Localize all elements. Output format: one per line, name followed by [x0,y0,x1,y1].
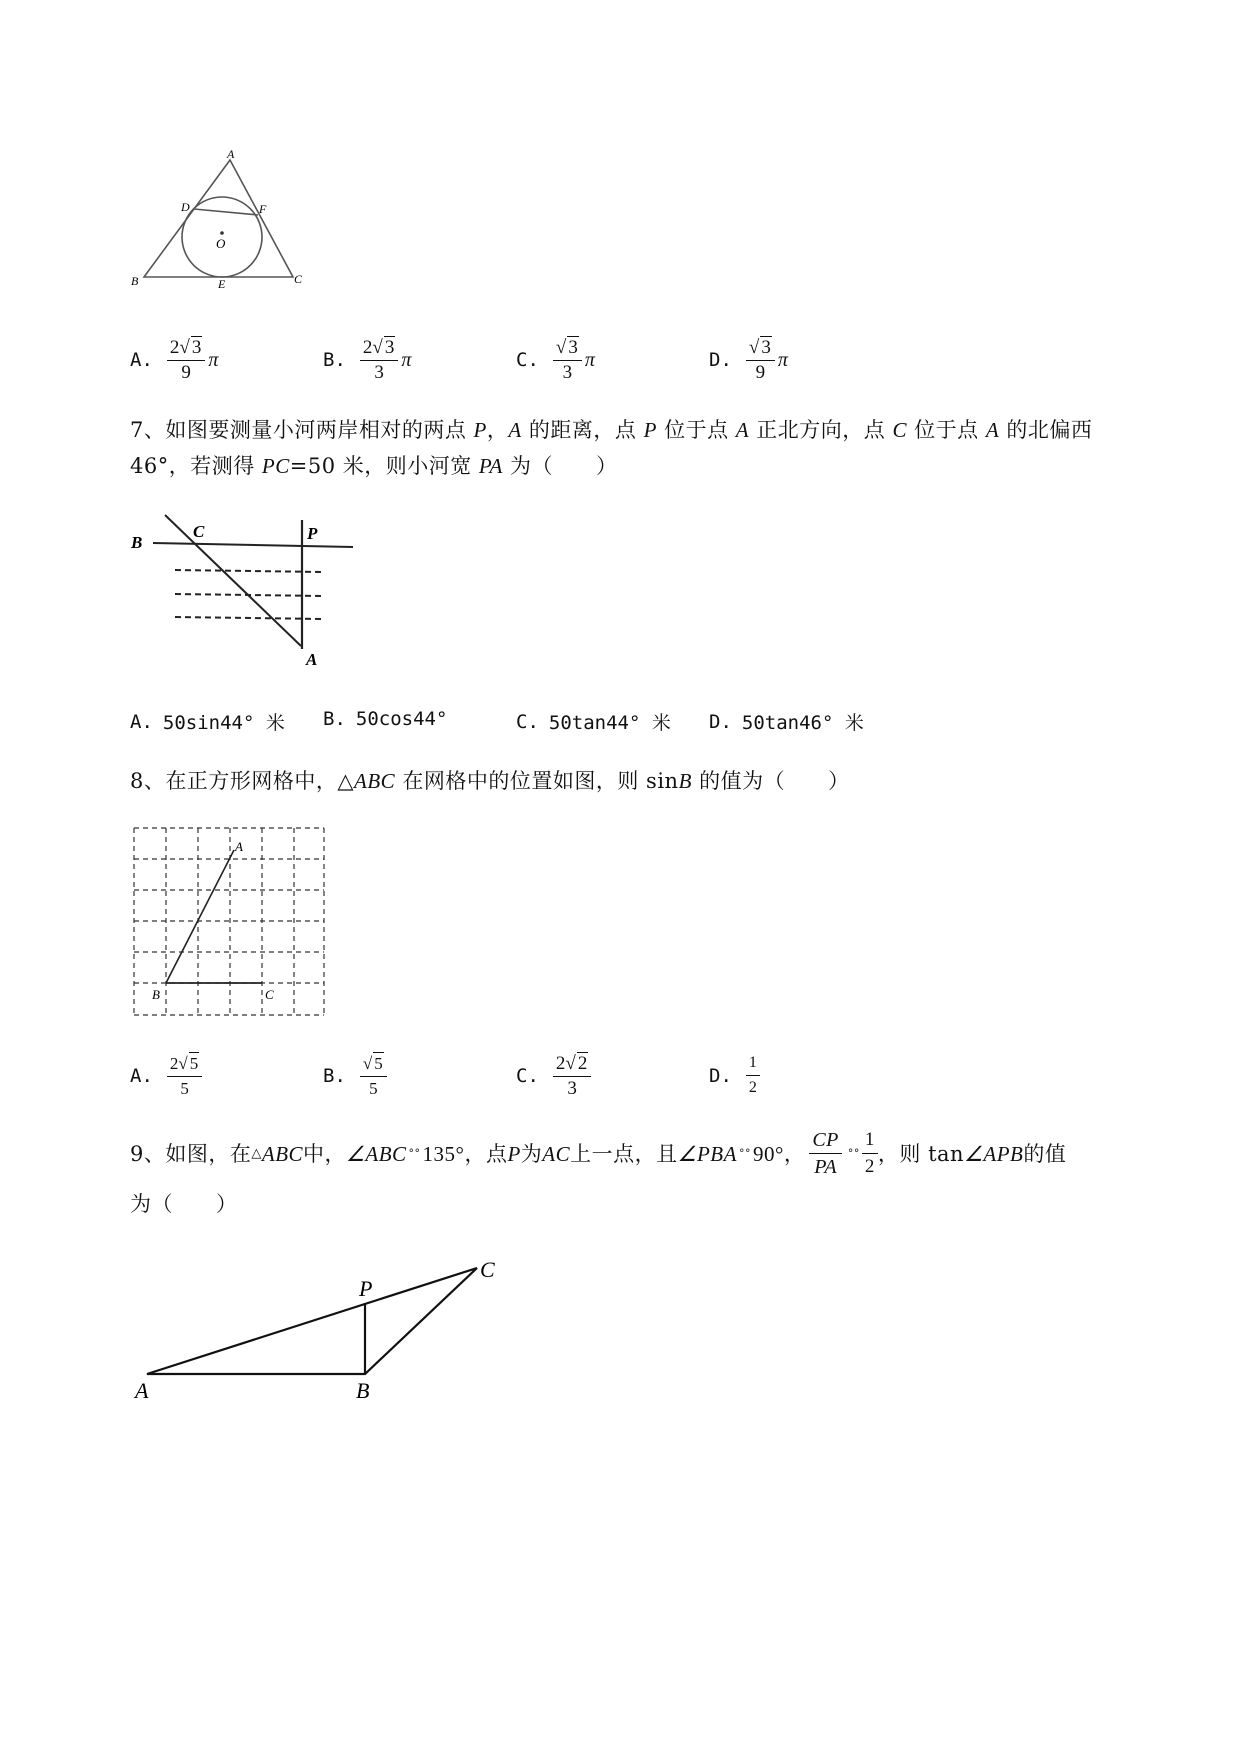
q9-figure [125,1250,515,1410]
q8-side-ab [166,850,234,983]
q7-label-c: C [193,522,205,541]
q7-question-line2: 46°，若测得 PC=50 米，则小河宽 PA 为（ ） [130,454,618,478]
option-label: A. [130,710,153,733]
q6-label-f: F [259,202,267,216]
q8-label-b: B [152,987,160,1002]
q7-label-a: A [306,650,318,669]
fraction: $\frac{√ 3}{3}$ [553,336,582,384]
pi-symbol: π [584,348,595,371]
option-label: C. [516,349,539,371]
option-text: 50cos44° [355,708,448,730]
option-label: D. [709,349,732,371]
q9-label-c: C [480,1257,495,1282]
q6-option-b[interactable] [323,336,411,384]
fraction: $\frac{2√ 5}{5}$ [167,1052,202,1100]
q9-label-b: B [356,1378,370,1403]
fraction: $\frac{2√ 3}{3}$ [360,336,398,384]
option-label: D. [709,710,732,733]
q6-label-o: O [216,236,226,251]
option-label: B. [323,349,346,371]
q6-center-dot [220,231,224,235]
fraction: $\frac{√ 3}{9}$ [746,336,775,384]
q6-label-c: C [294,272,303,286]
option-label: B. [323,708,346,730]
q6-label-d: D [181,200,190,214]
q7-line-ca [165,515,301,646]
q6-label-e: E [218,277,226,291]
q6-chord-df [194,209,258,215]
q9-question-line1: 9、如图，在 △ ABC 中， ∠ABC °° 135° ，点 P 为 AC 上一点，且 ∠PBA °° 90° ， $\frac{CP}{PA}$ °° $\frac{1}{2}$ ，则 tan ∠APB 的值 [130,1129,1067,1178]
option-text: 50tan46° 米 [741,712,864,734]
q7-figure [125,505,365,675]
q6-label-b: B [131,274,139,288]
q8-option-a[interactable] [130,1052,202,1100]
q9-label-p: P [359,1276,373,1301]
q8-label-c: C [265,987,274,1002]
q9-label-a: A [135,1378,149,1403]
option-label: C. [516,710,539,733]
option-text: 50tan44° 米 [548,712,671,734]
ratio-cp-pa: $\frac{CP}{PA}$ [809,1128,842,1179]
q8-grid [134,828,324,1015]
option-text: 50sin44° 米 [162,712,285,734]
q7-option-d[interactable] [709,708,864,735]
option-label: C. [516,1065,539,1087]
pi-symbol: π [401,348,412,371]
q8-option-d[interactable] [709,1052,760,1099]
fraction: $\frac{2√ 2}{3}$ [553,1052,591,1100]
q6-figure [120,140,320,305]
option-label: D. [709,1064,732,1087]
q8-option-c[interactable] [516,1052,591,1100]
option-label: B. [323,1065,346,1087]
q7-option-c[interactable] [516,708,671,735]
q6-label-a: A [227,147,235,161]
q8-option-b[interactable] [323,1052,387,1100]
fraction: $\frac{1}{2}$ [746,1052,760,1099]
q9-triangle [147,1268,477,1374]
pi-symbol: π [777,348,788,371]
fraction: $\frac{√ 5}{5}$ [360,1052,387,1100]
q8-figure [125,820,335,1025]
q7-question-line1: 7、如图要测量小河两岸相对的两点 P，A 的距离，点 P 位于点 A 正北方向，点 C 位于点 A 的北偏西 [130,418,1093,442]
q7-label-p: P [307,524,318,543]
q6-option-c[interactable] [516,336,595,384]
ratio-half: $\frac{1}{2}$ [862,1128,878,1179]
q7-line-bp [153,543,353,547]
option-label: A. [130,1065,153,1087]
q6-triangle [144,160,293,277]
q9-question-line2: 为（ ） [130,1192,238,1216]
option-label: A. [130,349,153,371]
q8-question: 8、在正方形网格中，△ABC 在网格中的位置如图，则 sinB 的值为（ ） [130,769,850,793]
fraction: $\frac{2√ 3}{9}$ [167,336,205,384]
q7-option-b[interactable] [323,708,447,730]
q7-label-b: B [131,533,143,552]
q7-option-a[interactable] [130,708,285,735]
q8-label-a: A [235,839,243,854]
q6-option-d[interactable] [709,336,788,384]
pi-symbol: π [208,348,219,371]
q6-option-a[interactable] [130,336,218,384]
